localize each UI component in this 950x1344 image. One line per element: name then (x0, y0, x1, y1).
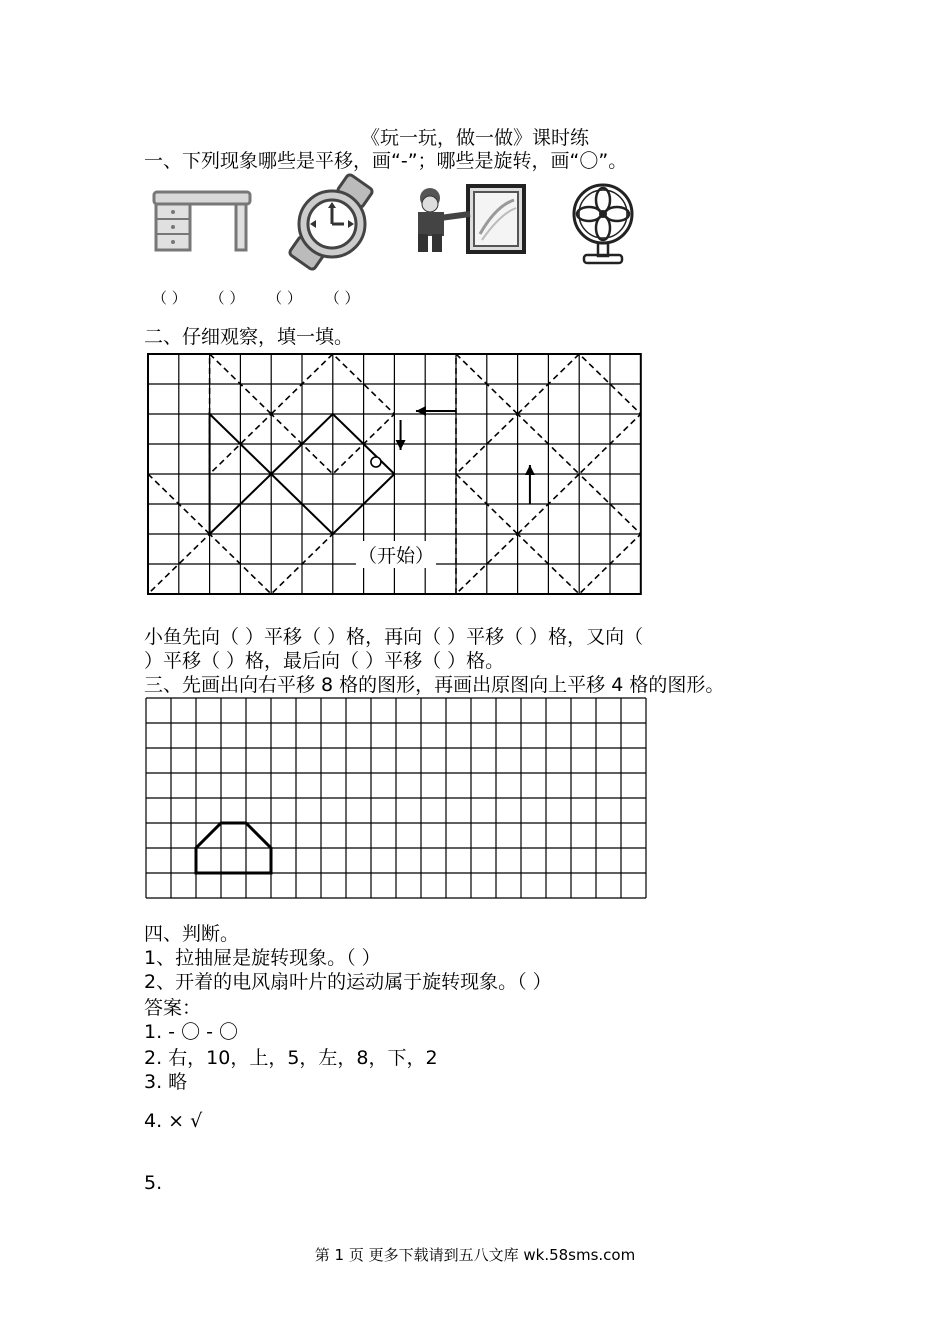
fan-icon (570, 182, 636, 266)
grid-lines (146, 698, 646, 898)
judge-q2: 2、开着的电风扇叶片的运动属于旋转现象。（ ） (144, 971, 552, 993)
section4-heading: 四、判断。 (144, 923, 240, 945)
section1-heading: 一、下列现象哪些是平移，画“-”；哪些是旋转，画“〇”。 (144, 150, 628, 172)
section3-heading: 三、先画出向右平移 8 格的图形，再画出原图向上平移 4 格的图形。 (144, 674, 725, 696)
answer-2: 2. 右，10，上，5，左，8，下，2 (144, 1047, 438, 1069)
answer-1: 1. - 〇 - 〇 (144, 1021, 238, 1043)
blank-4[interactable]: （ ） (324, 289, 360, 307)
blank-2[interactable]: （ ） (209, 289, 245, 307)
section2-fill-line1: 小鱼先向（ ）平移（ ）格，再向（ ）平移（ ）格，又向（ (144, 626, 644, 648)
blank-3[interactable]: （ ） (267, 289, 302, 307)
start-label: （开始） (356, 541, 436, 568)
translation-grid (144, 697, 648, 898)
answer-4: 4. × √ (144, 1110, 203, 1132)
judge-q1: 1、拉抽屉是旋转现象。（ ） (144, 947, 381, 969)
section2-fill-line2: ）平移（ ）格，最后向（ ）平移（ ）格。 (144, 650, 505, 672)
section1-blanks (152, 287, 377, 308)
blank-1[interactable]: （ ） (152, 289, 187, 307)
page-title: 《玩一玩，做一做》课时练 (360, 127, 589, 149)
desk-icon (152, 188, 252, 254)
page-footer: 第 1 页 更多下载请到五八文库 wk.58sms.com (314, 1246, 636, 1264)
arrow-up-head (525, 465, 535, 475)
section2-heading: 二、仔细观察，填一填。 (144, 326, 354, 348)
fish-eye (371, 457, 381, 467)
boy-window-icon (410, 184, 530, 256)
answer-5: 5. (144, 1172, 163, 1194)
answer-3: 3. 略 (144, 1071, 188, 1093)
watch-icon (282, 178, 384, 270)
arrow-down-head (396, 440, 406, 450)
answers-heading: 答案： (144, 997, 202, 1019)
